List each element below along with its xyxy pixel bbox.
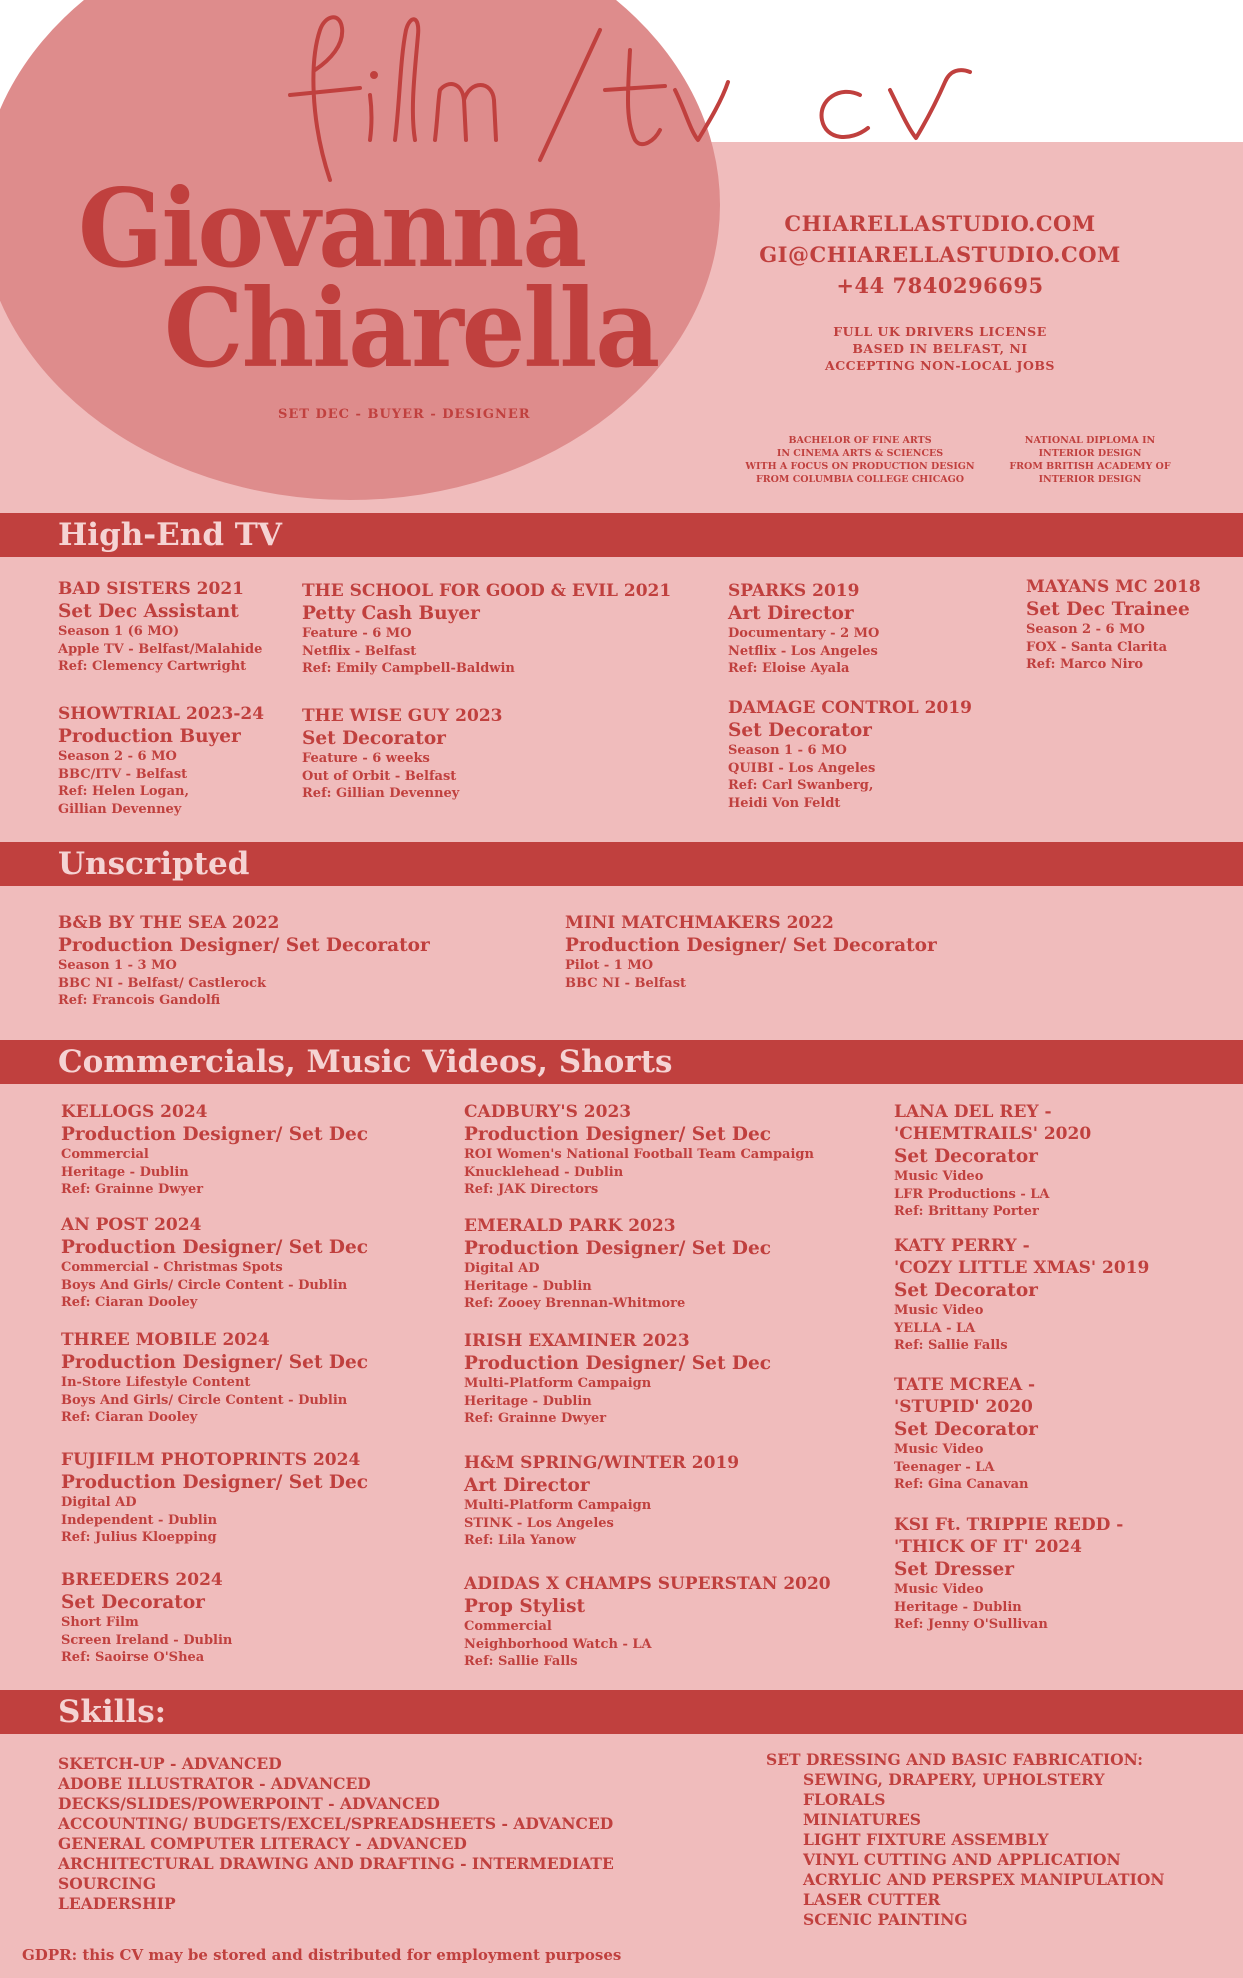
skill-item: SEWING, DRAPERY, UPHOLSTERY — [803, 1770, 1105, 1789]
section-title-tv: High-End TV — [58, 517, 282, 553]
education-diploma: NATIONAL DIPLOMA IN INTERIOR DESIGN FROM BRITISH ACADEMY OF INTERIOR DESIGN — [1009, 435, 1171, 485]
commercial-entry: KELLOGS 2024 Production Designer/ Set Dec Commercial Heritage - Dublin Ref: Grainne Dwyer — [61, 1102, 369, 1197]
unscripted-entry: B&B BY THE SEA 2022 Production Designer/ Set Decorator Season 1 - 3 MO BBC NI - Belfast/ Castlerock Ref: Francois Gandolfi — [58, 913, 430, 1008]
skill-item: ACCOUNTING/ BUDGETS/EXCEL/SPREADSHEETS - ADVANCED — [58, 1814, 614, 1833]
gdpr-notice: GDPR: this CV may be stored and distributed for employment purposes — [22, 1946, 622, 1964]
commercial-entry: CADBURY'S 2023 Production Designer/ Set Dec ROI Women's National Football Team Campaign Knucklehead - Dublin Ref: JAK Directors — [464, 1102, 814, 1197]
commercial-entry: BREEDERS 2024 Set Decorator Short Film Screen Ireland - Dublin Ref: Saoirse O'Shea — [61, 1570, 233, 1665]
tv-entry: THE WISE GUY 2023 Set Decorator Feature - 6 weeks Out of Orbit - Belfast Ref: Gillian Devenney — [302, 706, 503, 801]
commercial-entry: FUJIFILM PHOTOPRINTS 2024 Production Designer/ Set Dec Digital AD Independent - Dublin Ref: Julius Kloepping — [61, 1450, 369, 1545]
name-first: Giovanna — [78, 164, 586, 292]
commercial-entry: KATY PERRY - 'COZY LITTLE XMAS' 2019 Set Decorator Music Video YELLA - LA Ref: Sallie Falls — [894, 1236, 1150, 1353]
tv-entry: MAYANS MC 2018 Set Dec Trainee Season 2 - 6 MO FOX - Santa Clarita Ref: Marco Niro — [1026, 577, 1201, 672]
license-text: FULL UK DRIVERS LICENSE — [833, 324, 1047, 339]
name-last: Chiarella — [164, 264, 659, 392]
skill-item: SCENIC PAINTING — [803, 1910, 968, 1929]
skill-item: ACRYLIC AND PERSPEX MANIPULATION — [803, 1870, 1165, 1889]
education-bfa: BACHELOR OF FINE ARTS IN CINEMA ARTS & SCIENCES WITH A FOCUS ON PRODUCTION DESIGN FROM COLUMBIA COLLEGE CHICAGO — [745, 435, 975, 485]
section-band-unscripted — [0, 842, 1243, 886]
commercial-entry: AN POST 2024 Production Designer/ Set Dec Commercial - Christmas Spots Boys And Girls/ Circle Content - Dublin Ref: Ciaran Dooley — [61, 1215, 369, 1310]
skills-fabrication-heading: SET DRESSING AND BASIC FABRICATION: — [766, 1750, 1144, 1769]
phone-number[interactable]: +44 7840296695 — [836, 273, 1044, 298]
skill-item: VINYL CUTTING AND APPLICATION — [803, 1850, 1121, 1869]
commercial-entry: IRISH EXAMINER 2023 Production Designer/ Set Dec Multi-Platform Campaign Heritage - Dublin Ref: Grainne Dwyer — [464, 1331, 772, 1426]
skill-item: LEADERSHIP — [58, 1894, 176, 1913]
section-band-skills — [0, 1690, 1243, 1734]
skills-list-software — [58, 1754, 614, 1914]
skill-item: ARCHITECTURAL DRAWING AND DRAFTING - INTERMEDIATE — [58, 1854, 614, 1873]
skills-list-fabrication — [766, 1750, 1165, 1930]
section-title-commercials: Commercials, Music Videos, Shorts — [58, 1044, 673, 1080]
skill-item: LASER CUTTER — [803, 1890, 941, 1909]
jobs-text: ACCEPTING NON-LOCAL JOBS — [825, 358, 1055, 373]
email-link[interactable]: GI@CHIARELLASTUDIO.COM — [759, 242, 1121, 267]
commercial-entry: LANA DEL REY - 'CHEMTRAILS' 2020 Set Decorator Music Video LFR Productions - LA Ref: Brittany Porter — [894, 1102, 1092, 1219]
commercial-entry: ADIDAS X CHAMPS SUPERSTAN 2020 Prop Stylist Commercial Neighborhood Watch - LA Ref: Sallie Falls — [464, 1574, 831, 1669]
skill-item: ADOBE ILLUSTRATOR - ADVANCED — [58, 1774, 371, 1793]
commercial-entry: EMERALD PARK 2023 Production Designer/ Set Dec Digital AD Heritage - Dublin Ref: Zooey Brennan-Whitmore — [464, 1216, 772, 1311]
skill-item: FLORALS — [803, 1790, 886, 1809]
tv-entry: DAMAGE CONTROL 2019 Set Decorator Season 1 - 6 MO QUIBI - Los Angeles Ref: Carl Swanberg, Heidi Von Feldt — [728, 698, 972, 811]
tv-entry: THE SCHOOL FOR GOOD & EVIL 2021 Petty Cash Buyer Feature - 6 MO Netflix - Belfast Ref: Emily Campbell-Baldwin — [302, 581, 672, 676]
tv-entry: SPARKS 2019 Art Director Documentary - 2 MO Netflix - Los Angeles Ref: Eloise Ayala — [728, 581, 880, 676]
based-text: BASED IN BELFAST, NI — [852, 341, 1028, 356]
commercial-entry: KSI Ft. TRIPPIE REDD - 'THICK OF IT' 2024 Set Dresser Music Video Heritage - Dublin Ref: Jenny O'Sullivan — [894, 1515, 1124, 1632]
skill-item: LIGHT FIXTURE ASSEMBLY — [803, 1830, 1049, 1849]
commercial-entry: THREE MOBILE 2024 Production Designer/ Set Dec In-Store Lifestyle Content Boys And Girls/ Circle Content - Dublin Ref: Ciaran Dooley — [61, 1330, 369, 1425]
section-title-unscripted: Unscripted — [58, 846, 250, 882]
website-link[interactable]: CHIARELLASTUDIO.COM — [784, 211, 1096, 236]
skill-item: SOURCING — [58, 1874, 157, 1893]
tv-entry: BAD SISTERS 2021 Set Dec Assistant Season 1 (6 MO) Apple TV - Belfast/Malahide Ref: Clemency Cartwright — [58, 579, 263, 674]
skill-item: DECKS/SLIDES/POWERPOINT - ADVANCED — [58, 1794, 440, 1813]
section-band-commercials — [0, 1040, 1243, 1084]
commercial-entry: TATE MCREA - 'STUPID' 2020 Set Decorator Music Video Teenager - LA Ref: Gina Canavan — [894, 1375, 1038, 1492]
skill-item: MINIATURES — [803, 1810, 921, 1829]
commercial-entry: H&M SPRING/WINTER 2019 Art Director Multi-Platform Campaign STINK - Los Angeles Ref: Lila Yanow — [464, 1453, 740, 1548]
section-band-tv — [0, 513, 1243, 557]
contact-block — [700, 208, 1180, 374]
skill-item: SKETCH-UP - ADVANCED — [58, 1754, 282, 1773]
tv-entry: SHOWTRIAL 2023-24 Production Buyer Season 2 - 6 MO BBC/ITV - Belfast Ref: Helen Logan, Gillian Devenney — [58, 704, 265, 817]
section-title-skills: Skills: — [58, 1694, 167, 1730]
unscripted-entry: MINI MATCHMAKERS 2022 Production Designer/ Set Decorator Pilot - 1 MO BBC NI - Belfast — [565, 913, 937, 991]
tagline: SET DEC - BUYER - DESIGNER — [278, 407, 531, 422]
skill-item: GENERAL COMPUTER LITERACY - ADVANCED — [58, 1834, 467, 1853]
